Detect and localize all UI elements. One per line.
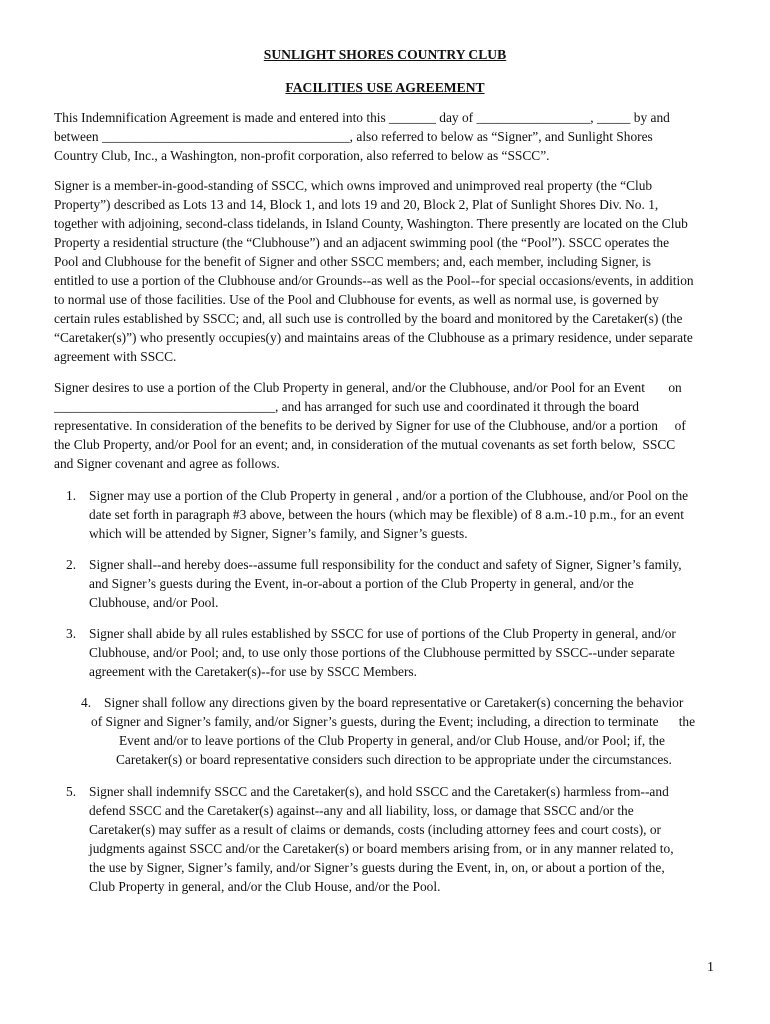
list-item-line: Event and/or to leave portions of the Club Property in general, and/or Club House, and/or Pool; if, the [119,733,665,748]
list-item-line: of Signer and Signer’s family, and/or Signer’s guests, during the Event; including, a direction to terminate the [91,714,696,729]
list-item-line: agreement with the Caretaker(s)--for use by SSCC Members. [89,664,417,679]
list-item-number: 4. [81,695,92,710]
list-item-line: which will be attended by Signer, Signer’s family, and Signer’s guests. [89,526,468,541]
list-item-line: Signer shall--and hereby does--assume full responsibility for the conduct and safety of Signer, Signer’s family, [89,557,682,572]
list-item-line: and Signer’s guests during the Event, in-or-about a portion of the Club Property in general, and/or the [89,576,634,591]
intro-line: This Indemnification Agreement is made and entered into this _______ day of _________________, _____ by and [54,110,670,125]
paragraph-line: the Club Property, and/or Pool for an event; and, in consideration of the mutual covenants as set forth below, SSCC [54,437,676,452]
document-title: SUNLIGHT SHORES COUNTRY CLUB [263,47,507,62]
list-item-number: 5. [66,784,77,799]
paragraph-line: agreement with SSCC. [54,349,177,364]
list-item-number: 1. [66,488,77,503]
intro-line: Country Club, Inc., a Washington, non-profit corporation, also referred to below as “SSCC”. [54,148,550,163]
paragraph-line: Pool and Clubhouse for the benefit of Signer and other SSCC members; and, each member, including Signer, is [54,254,651,269]
list-item-line: Clubhouse, and/or Pool; and, to use only those portions of the Clubhouse permitted by SSCC--under separate [89,645,675,660]
paragraph-line: _________________________________, and has arranged for such use and coordinated it through the board [54,399,639,414]
paragraph-line: certain rules established by SSCC; and, all such use is controlled by the board and monitored by the Caretaker(s) (the [54,311,683,326]
paragraph-line: representative. In consideration of the benefits to be derived by Signer for use of the Clubhouse, and/or a portion of [54,418,686,433]
list-item-line: Clubhouse, and/or Pool. [89,595,219,610]
list-item-number: 2. [66,557,77,572]
list-item-line: Caretaker(s) may suffer as a result of claims or demands, costs (including attorney fees and court costs), or [89,822,662,837]
list-item-number: 3. [66,626,77,641]
document-subtitle: FACILITIES USE AGREEMENT [285,80,485,95]
intro-line: between _____________________________________, also referred to below as “Signer”, and Sunlight Shores [54,129,653,144]
paragraph-line: Signer desires to use a portion of the Club Property in general, and/or the Clubhouse, and/or Pool for an Event on [54,380,682,395]
list-item-line: Signer shall follow any directions given by the board representative or Caretaker(s) concerning the behavior [104,695,684,710]
list-item-line: Club Property in general, and/or the Club House, and/or the Pool. [89,879,441,894]
list-item-line: Signer shall indemnify SSCC and the Caretaker(s), and hold SSCC and the Caretaker(s) harmless from--and [89,784,669,799]
list-item-line: Caretaker(s) or board representative considers such direction to be appropriate under the circumstances. [116,752,672,767]
list-item-line: Signer shall abide by all rules established by SSCC for use of portions of the Club Property in general, and/or [89,626,676,641]
list-item-line: date set forth in paragraph #3 above, between the hours (which may be flexible) of 8 a.m.-10 p.m., for an event [89,507,684,522]
paragraph-line: to normal use of those facilities. Use of the Pool and Clubhouse for events, as well as normal use, is governed by [54,292,659,307]
list-item-line: Signer may use a portion of the Club Property in general , and/or a portion of the Clubhouse, and/or Pool on the [89,488,689,503]
paragraph-line: “Caretaker(s)”) who presently occupies(y) and maintains areas of the Clubhouse as a primary residence, under separate [54,330,693,345]
list-item-line: judgments against SSCC and/or the Caretaker(s) or board members arising from, or in any manner related to, [89,841,674,856]
paragraph-line: Property”) described as Lots 13 and 14, Block 1, and lots 19 and 20, Block 2, Plat of Sunlight Shores Div. No. 1, [54,197,659,212]
paragraph-line: together with adjoining, second-class tidelands, in Island County, Washington. There presently are located on the Club [54,216,688,231]
list-item-line: the use by Signer, Signer’s family, and/or Signer’s guests during the Event, in, on, or about a portion of the, [89,860,665,875]
paragraph-line: entitled to use a portion of the Clubhouse and/or Grounds--as well as the Pool--for special occasions/events, in addition [54,273,694,288]
list-item-line: defend SSCC and the Caretaker(s) against--any and all liability, loss, or damage that SSCC and/or the [89,803,634,818]
paragraph-line: Signer is a member-in-good-standing of SSCC, which owns improved and unimproved real property (the “Club [54,178,653,193]
page-number: 1 [707,960,714,975]
paragraph-line: Property a residential structure (the “Clubhouse”) and an adjacent swimming pool (the “Pool”). SSCC operates the [54,235,670,250]
paragraph-line: and Signer covenant and agree as follows. [54,456,280,471]
